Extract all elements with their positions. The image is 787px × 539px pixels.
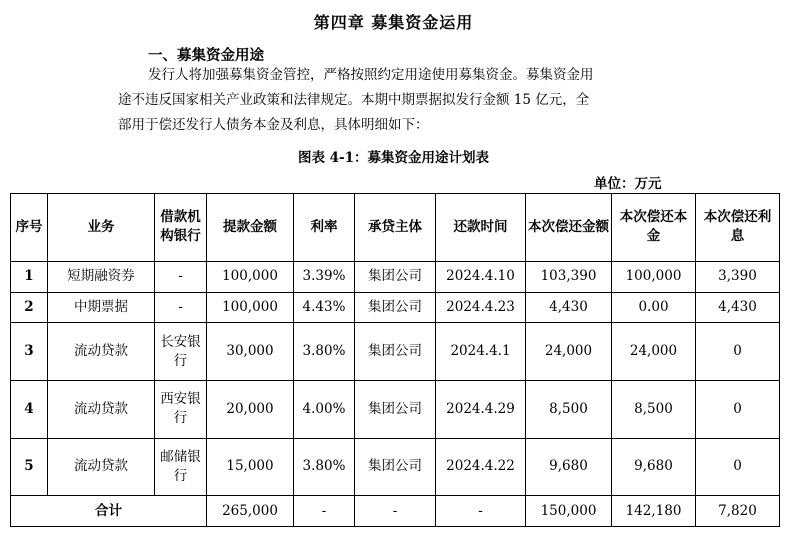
table-cell: 邮储银行 xyxy=(155,438,207,496)
table-cell: 流动贷款 xyxy=(48,438,155,496)
table-caption: 图表 4-1：募集资金用途计划表 xyxy=(297,150,490,166)
table-cell: 100,000 xyxy=(207,292,294,323)
header-cell: 序号 xyxy=(11,194,48,262)
table-header-row xyxy=(11,194,780,262)
table-cell: 30,000 xyxy=(207,323,294,381)
table-cell: 100,000 xyxy=(612,261,696,292)
header-cell: 还款时间 xyxy=(436,194,526,262)
table-cell: 3.39% xyxy=(294,261,355,292)
table-cell: 4,430 xyxy=(526,292,612,323)
table-cell: 长安银行 xyxy=(155,323,207,381)
table-cell: 9,680 xyxy=(526,438,612,496)
header-cell: 业务 xyxy=(48,194,155,262)
table-cell: 24,000 xyxy=(612,323,696,381)
table-cell: 150,000 xyxy=(526,496,612,527)
table-cell: 15,000 xyxy=(207,438,294,496)
table-cell: - xyxy=(436,496,526,527)
table-cell: 3 xyxy=(11,323,48,381)
table-cell: 9,680 xyxy=(612,438,696,496)
header-cell: 借款机构银行 xyxy=(155,194,207,262)
chapter-title: 第四章 募集资金运用 xyxy=(313,13,474,32)
table-cell: 2 xyxy=(11,292,48,323)
table-cell: 20,000 xyxy=(207,381,294,439)
table-cell: 集团公司 xyxy=(355,323,436,381)
table-cell: 4.43% xyxy=(294,292,355,323)
table-cell: 3.80% xyxy=(294,323,355,381)
header-cell: 本次偿还利息 xyxy=(696,194,780,262)
table-cell: 中期票据 xyxy=(48,292,155,323)
table-cell: 265,000 xyxy=(207,496,294,527)
table-cell: 4.00% xyxy=(294,381,355,439)
table-cell: - xyxy=(294,496,355,527)
table-cell: 流动贷款 xyxy=(48,323,155,381)
table-cell: 2024.4.22 xyxy=(436,438,526,496)
table-cell: 3,390 xyxy=(696,261,780,292)
table-cell: 西安银行 xyxy=(155,381,207,439)
header-cell: 本次偿还本金 xyxy=(612,194,696,262)
table-cell: 103,390 xyxy=(526,261,612,292)
paragraph-line-3: 部用于偿还发行人债务本金及利息，具体明细如下： xyxy=(118,117,429,133)
table-cell: 8,500 xyxy=(526,381,612,439)
header-cell: 本次偿还金额 xyxy=(526,194,612,262)
table-cell: 2024.4.23 xyxy=(436,292,526,323)
table-row xyxy=(11,292,780,323)
table-cell: 集团公司 xyxy=(355,381,436,439)
header-cell: 承贷主体 xyxy=(355,194,436,262)
table-cell: 100,000 xyxy=(207,261,294,292)
table-total-row xyxy=(11,496,780,527)
table-cell: 0 xyxy=(696,323,780,381)
table-cell: 2024.4.29 xyxy=(436,381,526,439)
table-cell: - xyxy=(155,261,207,292)
unit-label: 单位：万元 xyxy=(594,176,662,192)
table-cell: 4 xyxy=(11,381,48,439)
table-cell: 2024.4.1 xyxy=(436,323,526,381)
table-cell: 8,500 xyxy=(612,381,696,439)
table-cell: 3.80% xyxy=(294,438,355,496)
table-cell: 集团公司 xyxy=(355,438,436,496)
total-label-cell: 合计 xyxy=(11,496,207,527)
table-cell: 24,000 xyxy=(526,323,612,381)
table-cell: - xyxy=(355,496,436,527)
header-cell: 提款金额 xyxy=(207,194,294,262)
table-cell: 集团公司 xyxy=(355,292,436,323)
table-row xyxy=(11,261,780,292)
table-cell: 短期融资券 xyxy=(48,261,155,292)
table-cell: 1 xyxy=(11,261,48,292)
table-row xyxy=(11,381,780,439)
table-cell: 0 xyxy=(696,438,780,496)
paragraph-line-1: 发行人将加强募集资金管控，严格按照约定用途使用募集资金。募集资金用 xyxy=(148,67,594,83)
table-row xyxy=(11,438,780,496)
table-cell: 4,430 xyxy=(696,292,780,323)
table-cell: 集团公司 xyxy=(355,261,436,292)
table-cell: 流动贷款 xyxy=(48,381,155,439)
table-cell: 2024.4.10 xyxy=(436,261,526,292)
table-cell: 0.00 xyxy=(612,292,696,323)
table-cell: 7,820 xyxy=(696,496,780,527)
header-cell: 利率 xyxy=(294,194,355,262)
table-cell: 0 xyxy=(696,381,780,439)
table-row xyxy=(11,323,780,381)
table-cell: - xyxy=(155,292,207,323)
table-cell: 142,180 xyxy=(612,496,696,527)
paragraph-line-2: 途不违反国家相关产业政策和法律规定。本期中期票据拟发行金额 15 亿元，全 xyxy=(118,92,590,108)
fund-use-plan-table xyxy=(10,193,780,527)
table-cell: 5 xyxy=(11,438,48,496)
section-title: 一、募集资金用途 xyxy=(148,47,264,64)
